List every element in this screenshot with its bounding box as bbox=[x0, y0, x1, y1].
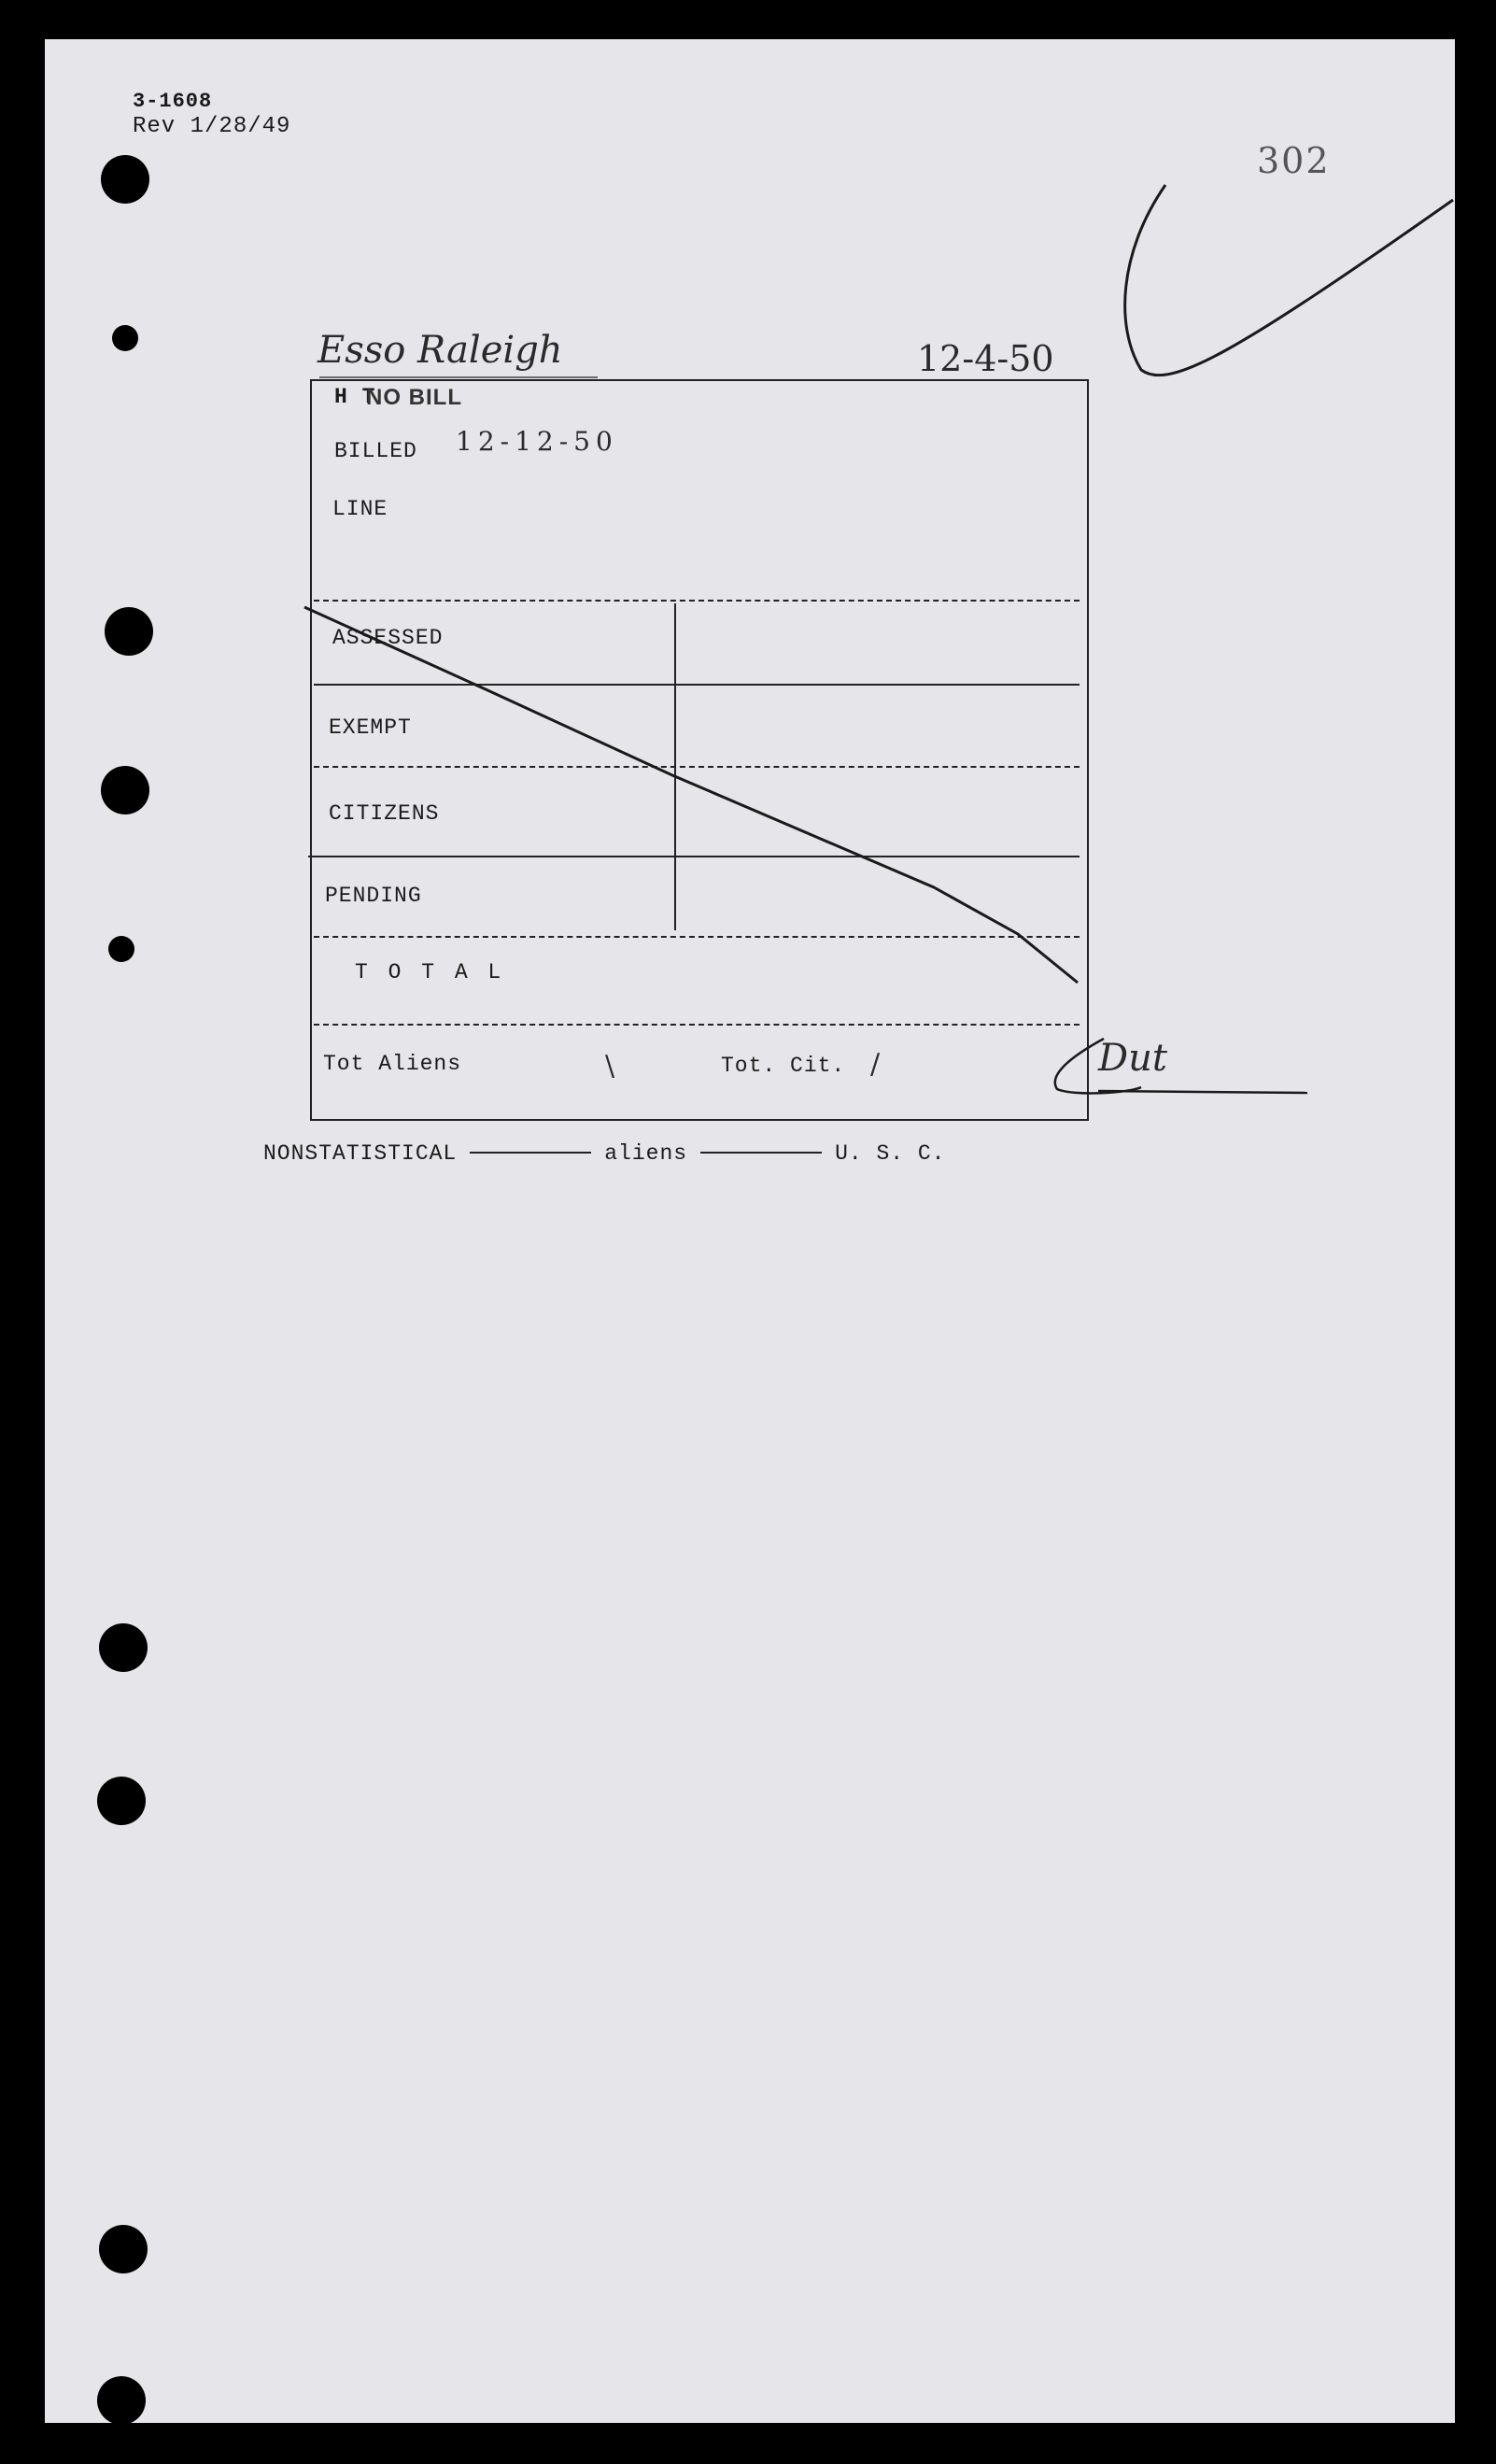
total-label: T O T A L bbox=[355, 960, 505, 984]
handwritten-initials: Dut bbox=[1098, 1037, 1167, 1080]
handwritten-billed-date: 12-12-50 bbox=[456, 426, 618, 457]
cancellation-strike-line bbox=[304, 607, 1078, 983]
billed-label: BILLED bbox=[334, 439, 417, 463]
row-label-citizens: CITIZENS bbox=[329, 801, 440, 826]
handwritten-date: 12-4-50 bbox=[917, 338, 1054, 379]
page-number: 302 bbox=[1257, 140, 1331, 181]
row-label-assessed: ASSESSED bbox=[332, 626, 444, 650]
no-bill-stamp: NO BILL bbox=[366, 385, 462, 410]
tot-aliens-label: Tot Aliens bbox=[323, 1052, 462, 1076]
tot-cit-label: Tot. Cit. bbox=[721, 1054, 846, 1078]
usc-label: U. S. C. bbox=[835, 1141, 946, 1166]
initials-loop bbox=[1055, 1039, 1141, 1093]
nonstatistical-label: NONSTATISTICAL bbox=[263, 1141, 458, 1166]
handwritten-vessel-name: Esso Raleigh bbox=[318, 329, 563, 372]
row-label-pending: PENDING bbox=[325, 884, 422, 908]
tally-aliens: \ bbox=[605, 1050, 615, 1083]
line-label: LINE bbox=[332, 497, 388, 521]
stamp-label: H T bbox=[334, 385, 376, 409]
form-number: 3-1608 bbox=[133, 90, 213, 113]
check-mark-stroke bbox=[1125, 185, 1453, 375]
tally-citizens: \ bbox=[870, 1048, 881, 1081]
initials-underline bbox=[1098, 1091, 1307, 1093]
row-label-exempt: EXEMPT bbox=[329, 715, 412, 740]
form-revision: Rev 1/28/49 bbox=[133, 114, 291, 139]
aliens-label: aliens bbox=[604, 1141, 688, 1166]
